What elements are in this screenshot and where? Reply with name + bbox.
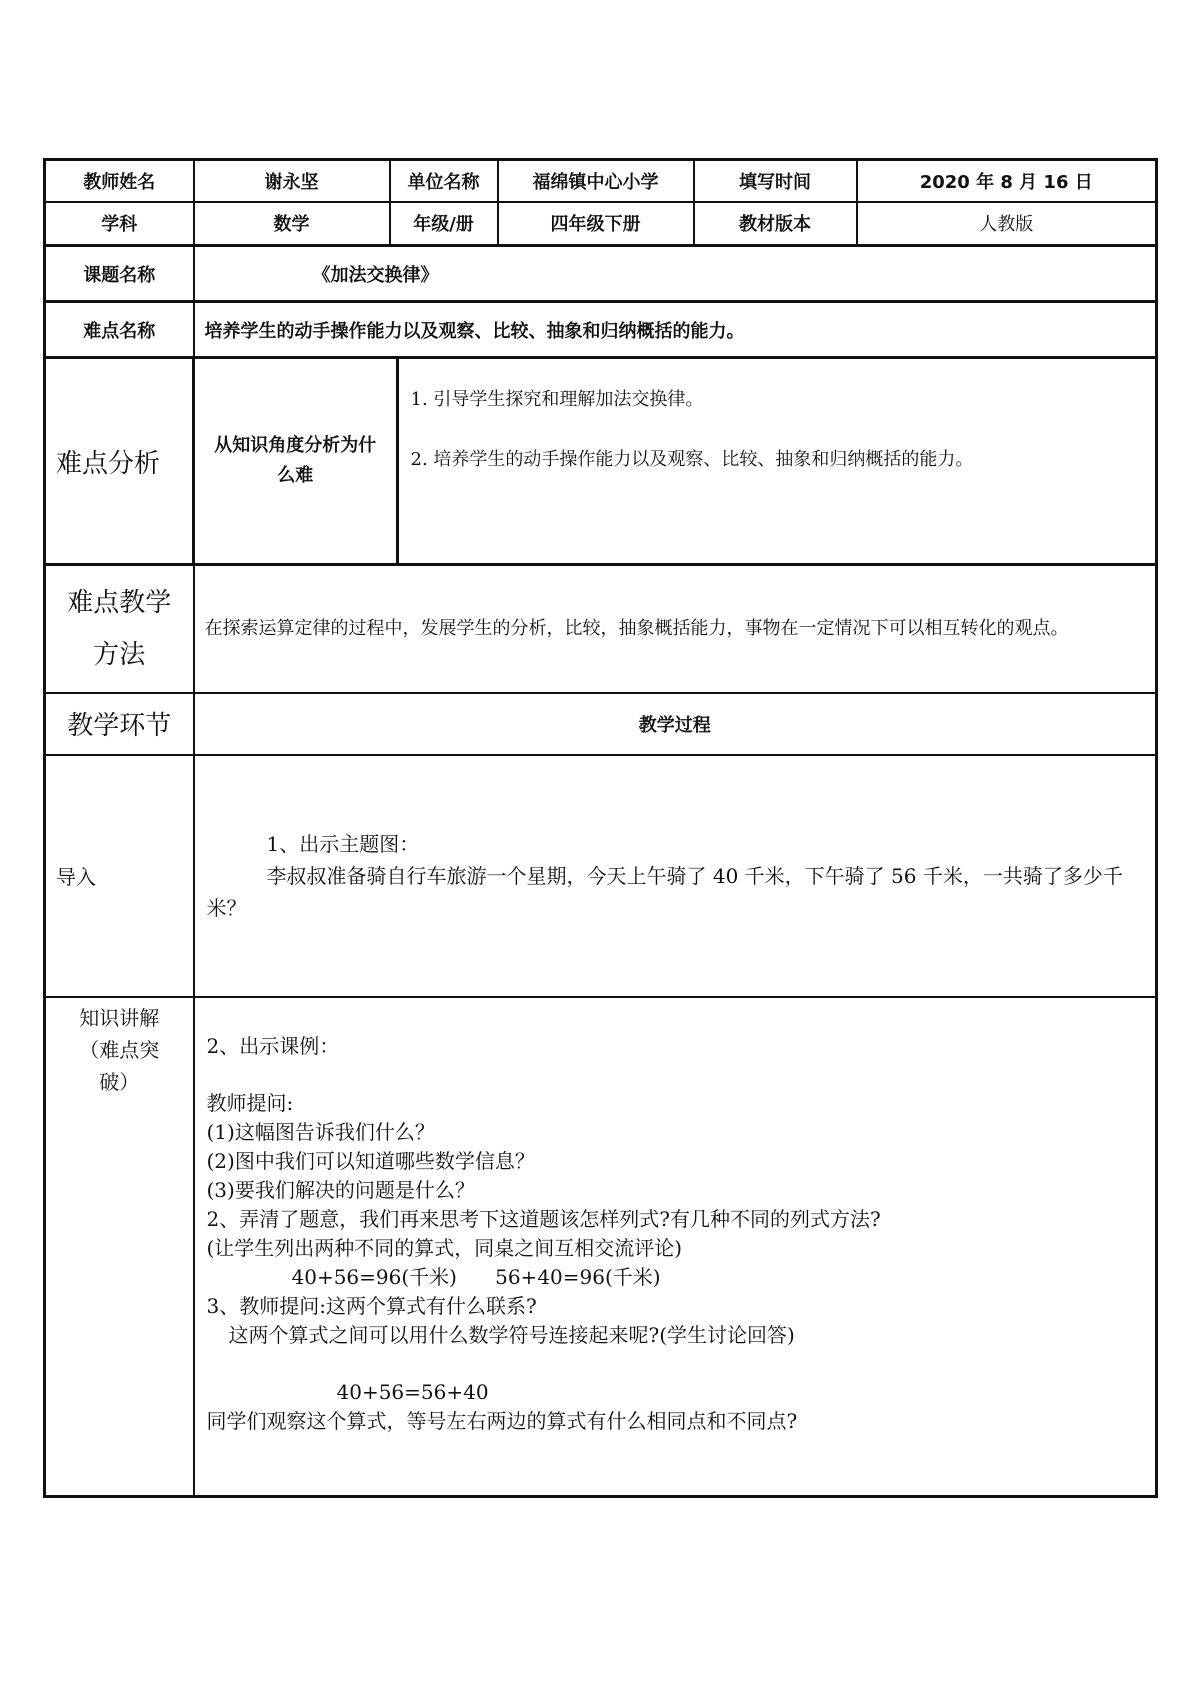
lesson-plan-sheet [43, 158, 1155, 1498]
knowledge-line-5: (2)图中我们可以知道哪些数学信息？ [206, 1148, 535, 1173]
subject-value: 数学 [194, 202, 390, 246]
knowledge-label-line-2: （难点突 [79, 1037, 160, 1062]
process-header-value: 教学过程 [194, 693, 1157, 755]
knowledge-line-10: 3、教师提问:这两个算式有什么联系? [206, 1293, 537, 1318]
topic-value: 《加法交换律》 [194, 246, 1157, 302]
analysis-sub-label: 从知识角度分析为什么难 [195, 359, 397, 563]
method-label-line-1: 难点教学 [67, 587, 172, 618]
intro-line-1: 1、出示主题图： [266, 831, 420, 856]
difficulty-row [45, 302, 1157, 358]
process-header-row [45, 693, 1157, 755]
intro-label: 导入 [45, 755, 194, 997]
grade-value: 四年级下册 [498, 202, 694, 246]
teacher-value: 谢永坚 [194, 160, 390, 202]
knowledge-content [194, 997, 1157, 1497]
knowledge-label-line-3: 破） [99, 1069, 140, 1094]
analysis-points [397, 359, 1155, 563]
analysis-point-1: 1. 引导学生探究和理解加法交换律。 [410, 389, 704, 410]
analysis-point-2: 2. 培养学生的动手操作能力以及观察、比较、抽象和归纳概括的能力。 [410, 449, 974, 470]
knowledge-line-8: (让学生列出两种不同的算式，同桌之间互相交流评论) [206, 1235, 683, 1260]
lesson-plan-table [43, 158, 1158, 1498]
knowledge-line-3: 教师提问: [206, 1090, 294, 1115]
grade-label: 年级/册 [390, 202, 498, 246]
analysis-inner-table [195, 359, 1155, 563]
subject-label: 学科 [45, 202, 194, 246]
knowledge-row [45, 997, 1157, 1497]
intro-line-2: 李叔叔准备骑自行车旅游一个星期，今天上午骑了 40 千米，下午骑了 56 千米，一共骑了多少千米？ [206, 863, 1123, 920]
unit-value: 福绵镇中心小学 [498, 160, 694, 202]
difficulty-label: 难点名称 [45, 302, 194, 358]
knowledge-line-6: (3)要我们解决的问题是什么？ [206, 1177, 475, 1202]
teacher-label: 教师姓名 [45, 160, 194, 202]
method-value: 在探索运算定律的过程中，发展学生的分析，比较，抽象概括能力，事物在一定情况下可以相互转化的观点。 [194, 565, 1157, 693]
method-label [45, 565, 194, 693]
analysis-row [45, 358, 1157, 565]
header-row-1 [45, 160, 1157, 202]
topic-label: 课题名称 [45, 246, 194, 302]
knowledge-label-line-1: 知识讲解 [79, 1005, 160, 1030]
knowledge-line-11: 这两个算式之间可以用什么数学符号连接起来呢?(学生讨论回答) [228, 1322, 795, 1347]
topic-row [45, 246, 1157, 302]
difficulty-value: 培养学生的动手操作能力以及观察、比较、抽象和归纳概括的能力。 [194, 302, 1157, 358]
intro-row [45, 755, 1157, 997]
knowledge-label [45, 997, 194, 1497]
header-row-2 [45, 202, 1157, 246]
date-label: 填写时间 [694, 160, 857, 202]
knowledge-line-9: 40+56=96(千米) 56+40=96(千米) [291, 1264, 661, 1289]
unit-label: 单位名称 [390, 160, 498, 202]
analysis-label: 难点分析 [45, 358, 194, 565]
process-header-label: 教学环节 [45, 693, 194, 755]
intro-content [194, 755, 1157, 997]
edition-value: 人教版 [857, 202, 1157, 246]
knowledge-line-2 [207, 1061, 1144, 1089]
knowledge-line-4: (1)这幅图告诉我们什么？ [206, 1119, 435, 1144]
knowledge-line-14: 同学们观察这个算式，等号左右两边的算式有什么相同点和不同点? [206, 1408, 798, 1433]
analysis-content [194, 358, 1157, 565]
method-row [45, 565, 1157, 693]
edition-label: 教材版本 [694, 202, 857, 246]
knowledge-line-13: 40+56=56+40 [336, 1379, 489, 1404]
knowledge-line-12 [207, 1350, 1144, 1378]
date-value: 2020 年 8 月 16 日 [857, 160, 1157, 202]
knowledge-line-7: 2、弄清了题意，我们再来思考下这道题该怎样列式?有几种不同的列式方法? [206, 1206, 881, 1231]
knowledge-line-1: 2、出示课例： [206, 1033, 340, 1058]
method-label-line-2: 方法 [93, 639, 146, 670]
